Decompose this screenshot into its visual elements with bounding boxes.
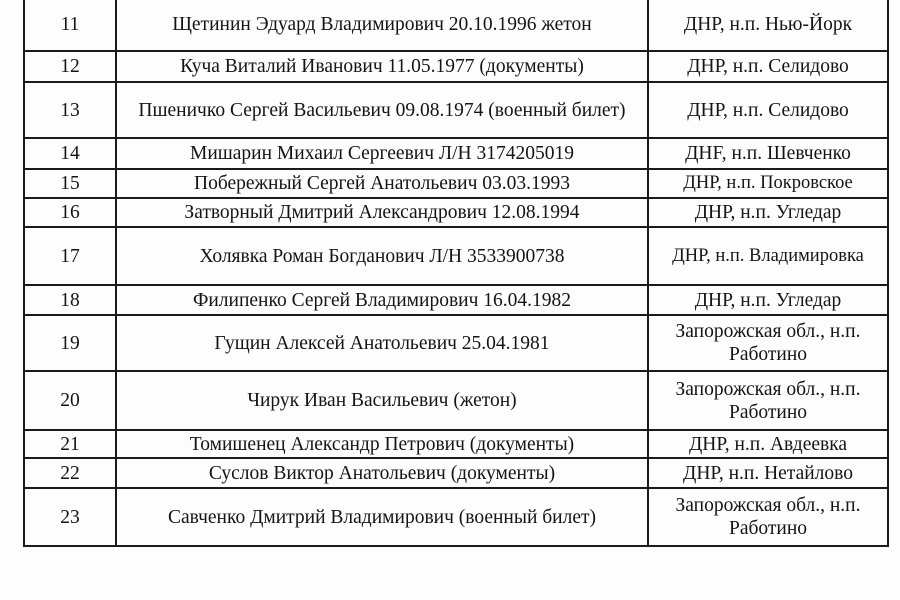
person-entry: Суслов Виктор Анатольевич (документы) [116,458,648,488]
location-cell: ДНР, н.п. Угледар [648,198,888,227]
table-row [24,198,888,227]
casualty-list-table [23,0,889,547]
row-number: 17 [24,227,116,285]
row-number: 16 [24,198,116,227]
location-text: Запорожская обл., н.п. Работино [675,378,861,423]
table-row [24,227,888,285]
row-number: 15 [24,169,116,198]
location-cell [648,315,888,371]
location-cell: ДНР, н.п. Нью-Йорк [648,0,888,51]
row-number: 13 [24,82,116,138]
table-row [24,82,888,138]
location-cell: ДНF, н.п. Шевченко [648,138,888,169]
person-entry: Мишарин Михаил Сергеевич Л/Н 3174205019 [116,138,648,169]
location-cell: ДНР, н.п. Покровское [648,169,888,198]
person-entry-text: Пшеничко Сергей Васильевич 09.08.1974 (военный билет) [138,99,626,121]
location-cell: ДНР, н.п. Авдеевка [648,430,888,458]
person-entry: Савченко Дмитрий Владимирович (военный билет) [116,488,648,546]
person-entry: Куча Виталий Иванович 11.05.1977 (документы) [116,51,648,82]
table-row [24,51,888,82]
table-row [24,169,888,198]
person-entry: Чирук Иван Васильевич (жетон) [116,371,648,430]
location-cell [648,371,888,430]
row-number: 14 [24,138,116,169]
location-text: Запорожская обл., н.п. Работино [675,321,861,365]
person-entry: Холявка Роман Богданович Л/Н 3533900738 [116,227,648,285]
table-row [24,371,888,430]
location-cell: ДНР, н.п. Нетайлово [648,458,888,488]
row-number: 22 [24,458,116,488]
row-number: 19 [24,315,116,371]
row-number: 23 [24,488,116,546]
table-row [24,315,888,371]
row-number: 21 [24,430,116,458]
row-number: 11 [24,0,116,51]
location-cell: ДНР, н.п. Угледар [648,285,888,315]
table-row [24,488,888,546]
person-entry: Щетинин Эдуард Владимирович 20.10.1996 жетон [116,0,648,51]
table-row [24,138,888,169]
row-number: 18 [24,285,116,315]
row-number: 20 [24,371,116,430]
table-row [24,0,888,51]
person-entry: Гущин Алексей Анатольевич 25.04.1981 [116,315,648,371]
location-cell: ДНР, н.п. Селидово [648,82,888,138]
table-row [24,430,888,458]
location-cell: ДНР, н.п. Селидово [648,51,888,82]
person-entry [116,82,648,138]
table-row [24,458,888,488]
location-cell [648,488,888,546]
row-number: 12 [24,51,116,82]
location-text: Запорожская обл., н.п. Работино [675,495,861,539]
table-row [24,285,888,315]
person-entry: Томишенец Александр Петрович (документы) [116,430,648,458]
person-entry: Филипенко Сергей Владимирович 16.04.1982 [116,285,648,315]
location-cell: ДНР, н.п. Владимировка [648,227,888,285]
person-entry: Побережный Сергей Анатольевич 03.03.1993 [116,169,648,198]
person-entry: Затворный Дмитрий Александрович 12.08.1994 [116,198,648,227]
